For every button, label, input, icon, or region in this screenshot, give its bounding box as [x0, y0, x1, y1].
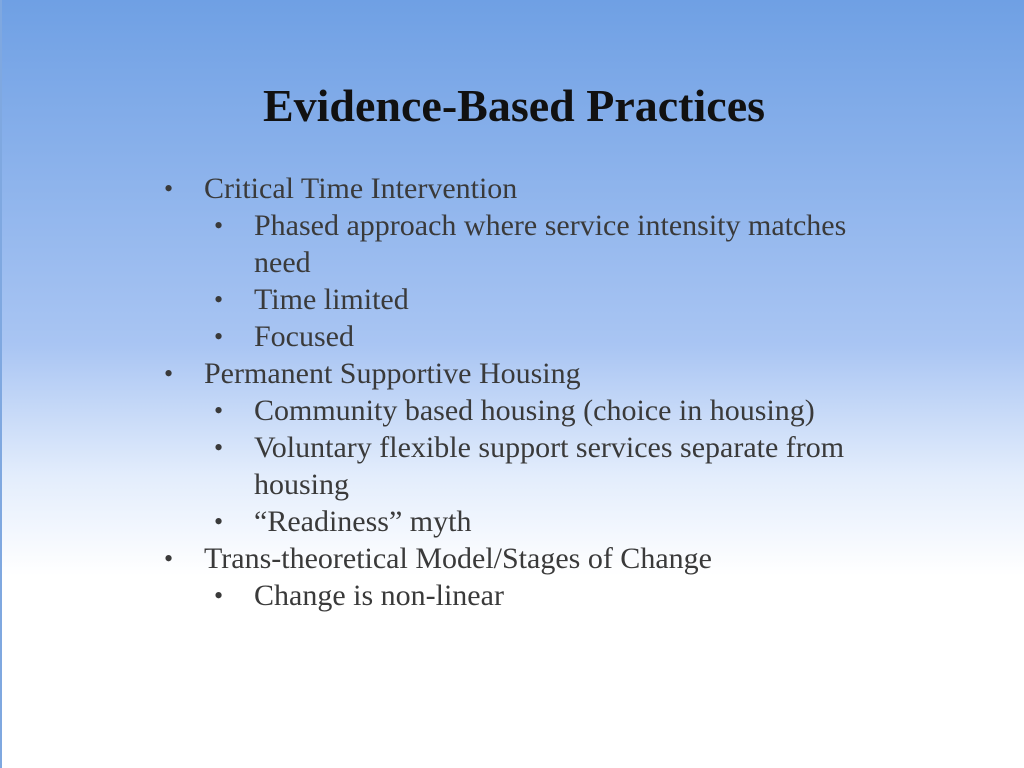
bullet-item-permanent-supportive-housing	[162, 355, 882, 540]
sub-bullet-list	[204, 577, 882, 614]
bullet-text: Permanent Supportive Housing	[204, 357, 581, 390]
bullet-icon: •	[214, 396, 224, 425]
bullet-list	[162, 170, 882, 614]
bullet-text: Trans-theoretical Model/Stages of Change	[204, 542, 712, 575]
bullet-icon: •	[164, 174, 174, 203]
slide-title: Evidence-Based Practices	[262, 80, 766, 131]
bullet-icon: •	[214, 322, 224, 351]
bullet-icon: •	[214, 581, 224, 610]
bullet-icon: •	[214, 285, 224, 314]
bullet-item-trans-theoretical-model	[162, 540, 882, 614]
bullet-icon: •	[214, 211, 224, 240]
bullet-icon: •	[214, 433, 224, 462]
sub-bullet-text: “Readiness” myth	[254, 505, 472, 538]
bullet-icon: •	[164, 544, 174, 573]
sub-bullet-item	[204, 392, 854, 429]
sub-bullet-item	[204, 207, 854, 281]
sub-bullet-text: Community based housing (choice in housing)	[254, 394, 815, 427]
sub-bullet-list	[204, 392, 882, 540]
bullet-icon: •	[214, 507, 224, 536]
sub-bullet-list	[204, 207, 882, 355]
sub-bullet-item	[204, 318, 854, 355]
sub-bullet-text: Phased approach where service intensity matches need	[254, 209, 847, 279]
sub-bullet-item	[204, 281, 854, 318]
bullet-text: Critical Time Intervention	[204, 172, 518, 205]
sub-bullet-text: Voluntary flexible support services separate from housing	[254, 431, 845, 501]
bullet-icon: •	[164, 359, 174, 388]
sub-bullet-text: Change is non-linear	[254, 579, 504, 612]
bullet-item-critical-time-intervention	[162, 170, 882, 355]
sub-bullet-text: Focused	[254, 320, 354, 353]
sub-bullet-item	[204, 429, 854, 503]
sub-bullet-item	[204, 503, 854, 540]
sub-bullet-item	[204, 577, 854, 614]
sub-bullet-text: Time limited	[254, 283, 409, 316]
